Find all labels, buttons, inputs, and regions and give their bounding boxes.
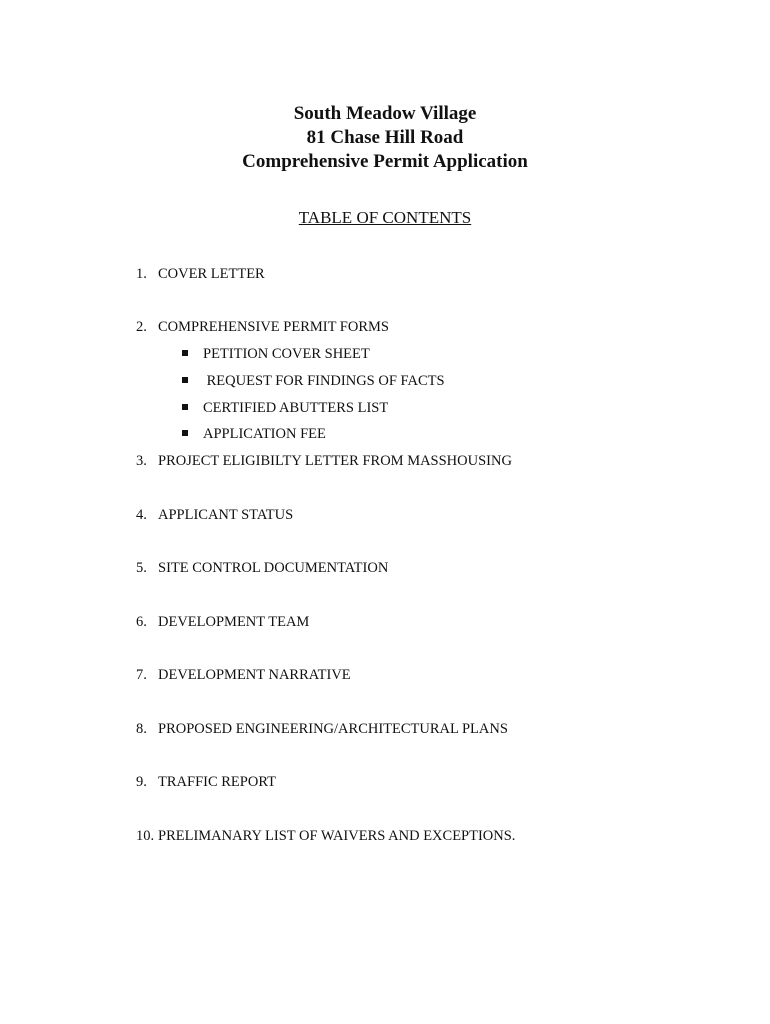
- toc-item-number: 2.: [136, 319, 147, 335]
- toc-subitem: [182, 425, 326, 443]
- toc-item-label: PROPOSED ENGINEERING/ARCHITECTURAL PLANS: [158, 721, 508, 737]
- toc-subitem: [182, 399, 388, 417]
- square-bullet-icon: [182, 350, 188, 356]
- toc-item-label: SITE CONTROL DOCUMENTATION: [158, 560, 389, 576]
- document-header: [0, 102, 770, 174]
- toc-item-number: 6.: [136, 614, 147, 630]
- toc-item-label: COMPREHENSIVE PERMIT FORMS: [158, 319, 389, 335]
- toc-item-label: PRELIMANARY LIST OF WAIVERS AND EXCEPTIONS.: [158, 828, 516, 844]
- toc-title: TABLE OF CONTENTS: [298, 208, 472, 227]
- square-bullet-icon: [182, 430, 188, 436]
- application-title: Comprehensive Permit Application: [242, 151, 528, 172]
- toc-item-label: APPLICANT STATUS: [158, 507, 294, 523]
- toc-item-7: [136, 666, 351, 684]
- toc-item-number: 10.: [136, 828, 155, 844]
- square-bullet-icon: [182, 377, 188, 383]
- square-bullet-icon: [182, 404, 188, 410]
- toc-item-1: [136, 265, 265, 283]
- toc-item-5: [136, 559, 388, 577]
- toc-item-3: [136, 452, 512, 470]
- toc-subitem: [182, 345, 370, 363]
- toc-item-number: 5.: [136, 560, 147, 576]
- toc-item-6: [136, 613, 309, 631]
- project-name: South Meadow Village: [293, 103, 477, 124]
- toc-item-number: 4.: [136, 507, 147, 523]
- toc-item-9: [136, 773, 276, 791]
- toc-item-number: 3.: [136, 453, 147, 469]
- toc-item-10: [136, 827, 515, 845]
- toc-item-number: 8.: [136, 721, 147, 737]
- toc-item-label: COVER LETTER: [158, 266, 265, 282]
- toc-item-label: DEVELOPMENT NARRATIVE: [158, 667, 351, 683]
- toc-subitem: [182, 372, 445, 390]
- toc-item-number: 9.: [136, 774, 147, 790]
- toc-subitem-label: APPLICATION FEE: [203, 426, 326, 442]
- toc-item-4: [136, 506, 293, 524]
- toc-item-label: DEVELOPMENT TEAM: [158, 614, 310, 630]
- toc-subitem-label: REQUEST FOR FINDINGS OF FACTS: [203, 373, 445, 389]
- toc-subitem-label: PETITION COVER SHEET: [203, 346, 370, 362]
- toc-item-number: 7.: [136, 667, 147, 683]
- toc-item-label: TRAFFIC REPORT: [158, 774, 276, 790]
- toc-subitem-label: CERTIFIED ABUTTERS LIST: [203, 400, 389, 416]
- toc-item-number: 1.: [136, 266, 147, 282]
- toc-item-2: [136, 318, 389, 336]
- toc-item-8: [136, 720, 508, 738]
- toc-item-label: PROJECT ELIGIBILTY LETTER FROM MASSHOUSING: [158, 453, 512, 469]
- project-address: 81 Chase Hill Road: [306, 127, 464, 148]
